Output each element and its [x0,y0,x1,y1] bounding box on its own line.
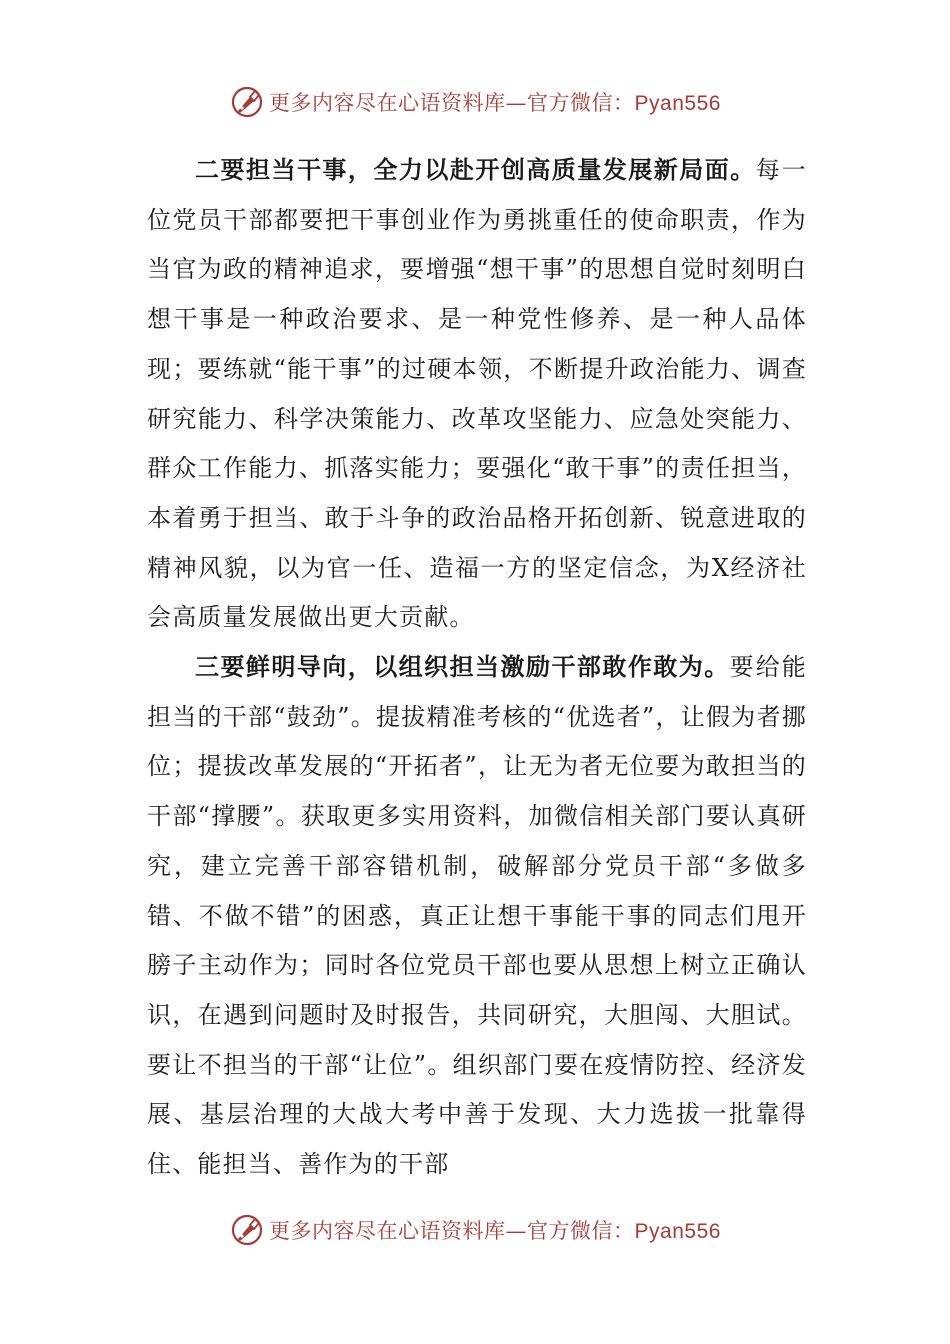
footer-watermark-banner [0,1210,950,1250]
paragraph-text: 每一位党员干部都要把干事创业作为勇挑重任的使命职责，作为当官为政的精神追求，要增强“想干事”的思想自觉时刻明白想干事是一种政治要求、是一种党性修养、是一种人品体现；要练就“能干事”的过硬本领，不断提升政治能力、调查研究能力、科学决策能力、改革攻坚能力、应急处突能力、群众工作能力、抓落实能力；要强化“敢干事”的责任担当，本着勇于担当、敢于斗争的政治品格开拓创新、锐意进取的精神风貌，以为官一任、造福一方的坚定信念，为X经济社会高质量发展做出更大贡献。 [147,156,807,632]
pen-nib-circle-icon [229,1212,265,1248]
paragraph-text: 要给能担当的干部“鼓劲”。提拔精准考核的“优选者”，让假为者挪位；提拔改革发展的“开拓者”，让无为者无位要为敢担当的干部“撑腰”。获取更多实用资料，加微信相关部门要认真研究，建立完善干部容错机制，破解部分党员干部“多做多错、不做不错”的困惑，真正让想干事能干事的同志们甩开膀子主动作为；同时各位党员干部也要从思想上树立正确认识，在遇到问题时及时报告，共同研究，大胆闯、大胆试。要让不担当的干部“让位”。组织部门要在疫情防控、经济发展、基层治理的大战大考中善于发现、大力选拔一批靠得住、能担当、善作为的干部 [147,653,807,1179]
pen-nib-circle-icon [229,84,265,120]
watermark-text: 更多内容尽在心语资料库—官方微信：Pyan556 [269,1219,721,1243]
paragraph-3 [147,643,807,1190]
paragraph-heading: 三要鲜明导向，以组织担当激励干部敢作敢为。 [195,653,730,682]
paragraph-heading: 二要担当干事，全力以赴开创高质量发展新局面。 [195,156,756,184]
watermark-text: 更多内容尽在心语资料库—官方微信：Pyan556 [269,91,721,115]
document-body [147,146,807,1190]
header-watermark-banner [0,82,950,122]
wechat-handle: Pyan556 [634,92,721,115]
wechat-handle: Pyan556 [634,1220,721,1243]
paragraph-2 [147,146,807,643]
